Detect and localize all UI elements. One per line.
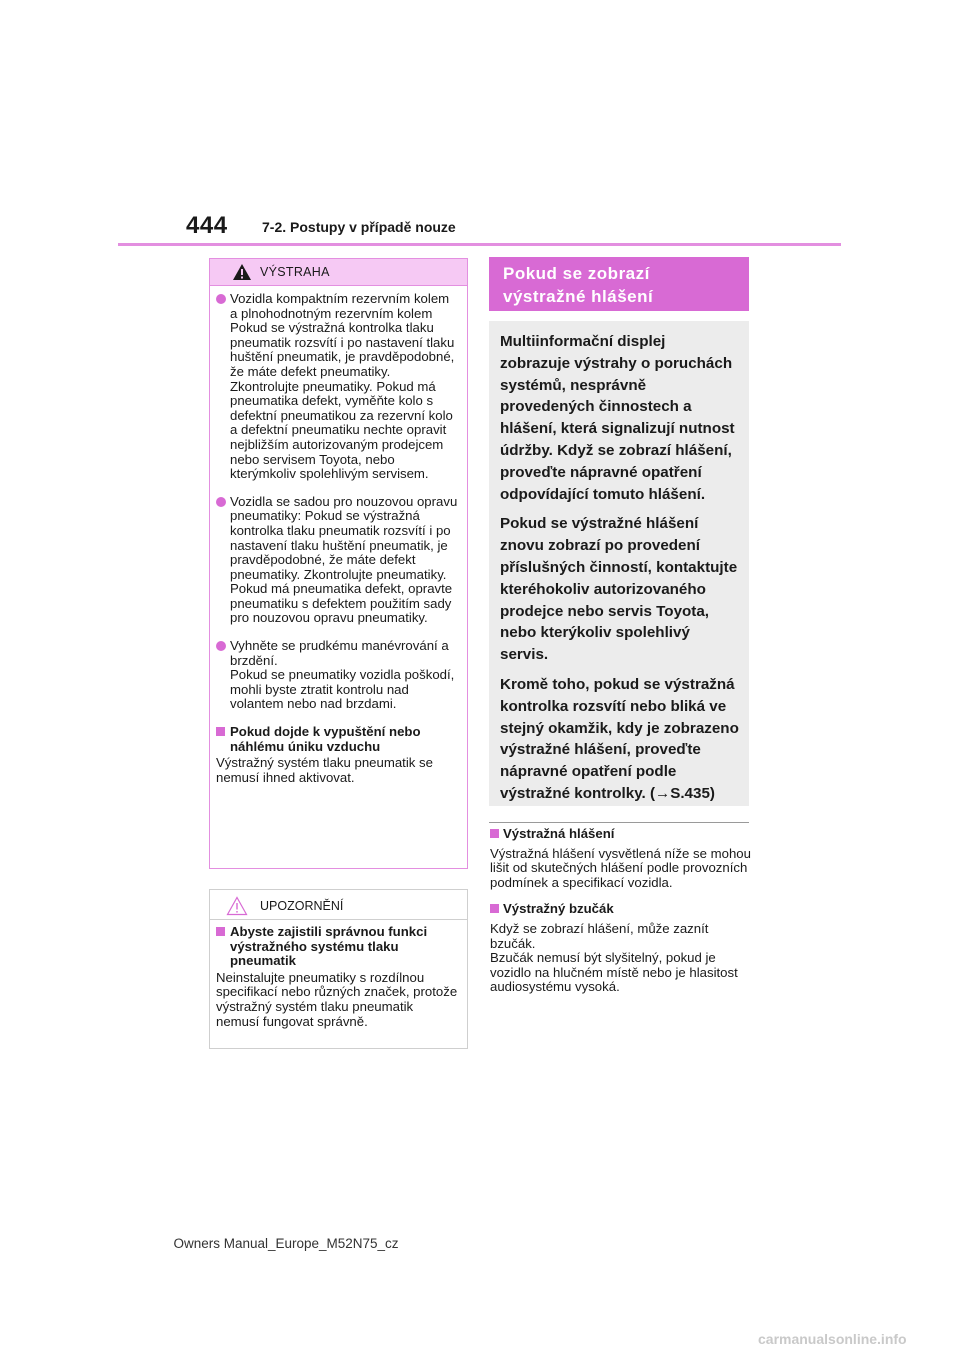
- subsection-text: Když se zobrazí hlášení, může zaznít bzučák.: [490, 920, 709, 951]
- warning-subheading: Pokud dojde k vypuštění nebo náhlému úniku vzduchu: [230, 724, 421, 754]
- subsection-title: Výstražný bzučák: [503, 901, 614, 917]
- page-number: 444: [186, 212, 228, 239]
- subsection-buzzer: [490, 902, 752, 917]
- warning-item: [216, 292, 459, 482]
- footer-text: Owners Manual_Europe_M52N75_cz: [173, 1236, 399, 1251]
- warning-header: [210, 259, 467, 286]
- section-heading-box: [489, 257, 749, 311]
- bullet-dot-icon: [216, 294, 226, 304]
- bullet-dot-icon: [216, 497, 226, 507]
- info-paragraph: Multiinformační displej zobrazuje výstrahy o poruchách systémů, nesprávně provedených činnostech a hlášení, která signalizují nutnost údržby. Když se zobrazí hlášení, proveďte nápravné opatření odpovídající tomuto hlášení.: [500, 333, 735, 503]
- section-title: 7-2. Postupy v případě nouze: [262, 219, 456, 235]
- warning-item-text: Vozidla se sadou pro nouzovou opravu pneumatiky: Pokud se výstražná kontrolka tlaku pneumatik rozsvítí i po nastavení tlaku huštění pneumatik, je pravděpodobné, že máte defekt pneumatiky. Zkontrolujte pneumatiky. Pokud má pneumatika defekt, opravte pneumatiku s defektem použitím sady pro nouzovou opravu pneumatiky.: [230, 493, 458, 626]
- bullet-dot-icon: [216, 641, 226, 651]
- right-rule: [489, 822, 749, 823]
- watermark: carmanualsonline.info: [758, 1331, 907, 1347]
- warning-item: [216, 495, 459, 626]
- warning-item-text: Vyhněte se prudkému manévrování a brzdění.: [230, 638, 449, 668]
- warning-subsection: [216, 725, 459, 754]
- warning-label: VÝSTRAHA: [260, 265, 330, 279]
- warning-box: [209, 258, 468, 869]
- warning-item: [216, 639, 459, 712]
- info-paragraph: Kromě toho, pokud se výstražná kontrolka rozsvítí nebo bliká ve stejný okamžik, kdy je zobrazeno výstražné hlášení, proveďte nápravné opatření podle výstražné kontrolky. (→S.435): [500, 675, 739, 802]
- subsection-title: Výstražná hlášení: [503, 826, 615, 841]
- notice-label: UPOZORNĚNÍ: [260, 899, 344, 913]
- warning-triangle-icon: [232, 263, 252, 281]
- subsection-text: Výstražná hlášení vysvětlená níže se mohou lišit od skutečných hlášení podle provozních podmínek a specifikací vozidla.: [490, 845, 751, 890]
- subsection-text: Bzučák nemusí být slyšitelný, pokud je vozidlo na hlučném místě nebo je hlasitost audiosystému vysoká.: [490, 950, 738, 995]
- notice-subsection: [216, 925, 459, 969]
- bullet-square-icon: [216, 927, 225, 936]
- notice-subheading: Abyste zajistili správnou funkci výstražného systému tlaku pneumatik: [230, 924, 428, 969]
- header-rule: [118, 243, 841, 246]
- caution-triangle-icon: [226, 896, 248, 916]
- bullet-square-icon: [216, 727, 225, 736]
- section-heading: Pokud se zobrazí výstražné hlášení: [503, 264, 654, 306]
- notice-text: Neinstalujte pneumatiky s rozdílnou specifikací nebo různých značek, protože výstražný systém tlaku pneumatik nemusí fungovat správně.: [216, 969, 458, 1029]
- info-box: [489, 321, 749, 806]
- info-paragraph: Pokud se výstražné hlášení znovu zobrazí po provedení příslušných činností, kontaktujte kteréhokoliv autorizovaného prodejce nebo servis Toyota, nebo kterýkoliv spolehlivý servis.: [500, 515, 738, 664]
- notice-body: [210, 920, 467, 1029]
- notice-header: [210, 890, 467, 920]
- bullet-square-icon: [490, 829, 499, 838]
- warning-body: [210, 286, 467, 785]
- bullet-square-icon: [490, 904, 499, 913]
- warning-item-text: Vozidla kompaktním rezervním kolem a plnohodnotným rezervním kolem Pokud se výstražná kontrolka tlaku pneumatik rozsvítí i po nastavení tlaku huštění pneumatik, je pravděpodobné, že máte defekt pneumatiky. Zkontrolujte pneumatiky. Pokud má pneumatika defekt, vyměňte kolo s defektní pneumatikou za rezervní kolo a defektní pneumatiku nechte opravit nejbližším autorizovaným prodejcem nebo servisem Toyota, nebo kterýmkoliv spolehlivým servisem.: [230, 291, 455, 482]
- warning-item-text: Pokud se pneumatiky vozidla poškodí, mohli byste ztratit kontrolu nad volantem nebo nad brzdami.: [230, 667, 455, 712]
- subsection-warning-messages: [490, 827, 752, 842]
- notice-box: [209, 889, 468, 1049]
- warning-subtext: Výstražný systém tlaku pneumatik se nemusí ihned aktivovat.: [216, 755, 433, 785]
- right-text: [490, 827, 752, 995]
